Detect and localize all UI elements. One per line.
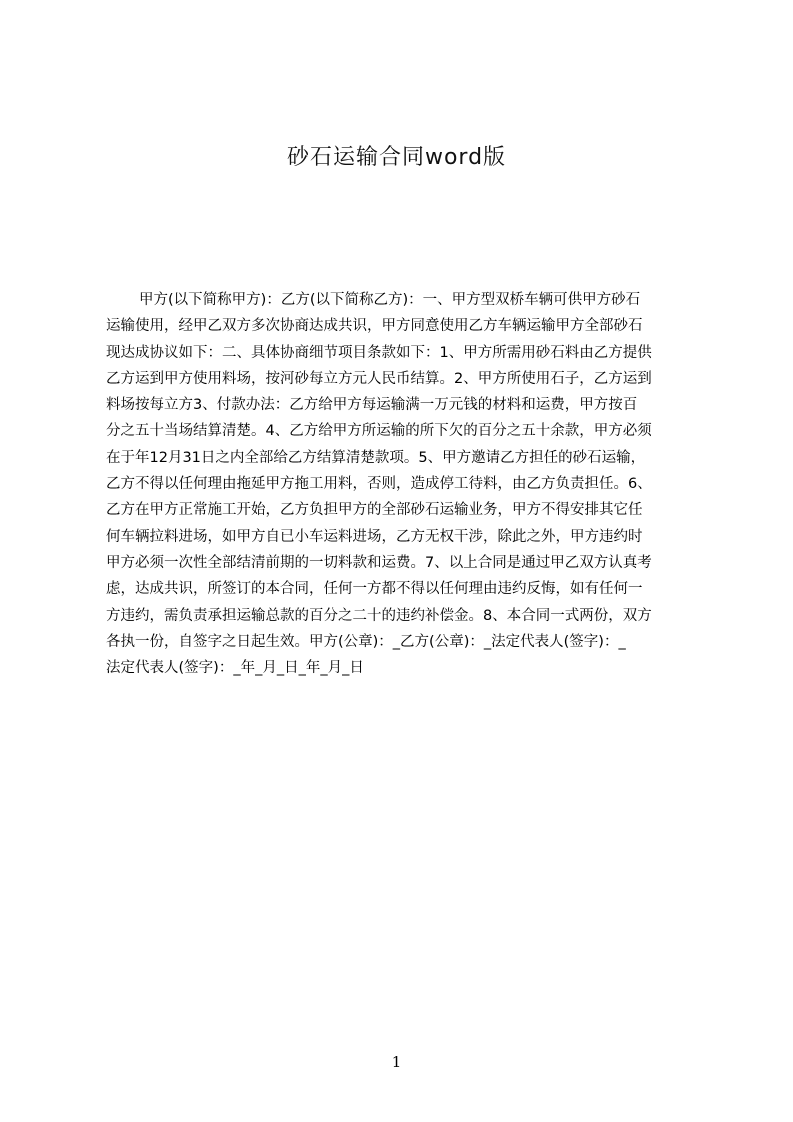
body-line: 现达成协议如下：二、具体协商细节项目条款如下：1、甲方所需用砂石料由乙方提供	[106, 344, 652, 361]
body-line: 虑，达成共识，所签订的本合同，任何一方都不得以任何理由违约反悔，如有任何一	[106, 581, 643, 598]
body-line: 方违约，需负责承担运输总款的百分之二十的违约补偿金。8、本合同一式两份，双方	[106, 607, 652, 624]
body-line: 料场按每立方3、付款办法：乙方给甲方每运输满一万元钱的材料和运费，甲方按百	[106, 397, 638, 414]
body-line: 乙方在甲方正常施工开始，乙方负担甲方的全部砂石运输业务，甲方不得安排其它任	[106, 502, 643, 519]
body-line: 甲方必须一次性全部结清前期的一切料款和运费。7、以上合同是通过甲乙双方认真考	[106, 554, 652, 571]
body-line: 各执一份，自签字之日起生效。甲方(公章)：_乙方(公章)：_法定代表人(签字)：_	[106, 633, 626, 650]
document-title: 砂石运输合同word版	[286, 145, 507, 170]
body-line: 运输使用，经甲乙双方多次协商达成共识，甲方同意使用乙方车辆运输甲方全部砂石	[106, 318, 643, 335]
page-number: 1	[391, 1053, 402, 1071]
body-line: 分之五十当场结算清楚。4、乙方给甲方所运输的所下欠的百分之五十余款，甲方必须	[106, 423, 652, 440]
contract-body	[106, 287, 698, 681]
body-line: 在于年12月31日之内全部给乙方结算清楚款项。5、甲方邀请乙方担任的砂石运输，	[106, 449, 646, 466]
body-line: 甲方(以下简称甲方)：乙方(以下简称乙方)：一、甲方型双桥车辆可供甲方砂石	[139, 292, 641, 308]
body-line: 何车辆拉料进场，如甲方自已小车运料进场，乙方无权干涉，除此之外，甲方违约时	[106, 528, 643, 545]
body-line: 法定代表人(签字)：_年_月_日_年_月_日	[106, 660, 364, 677]
body-line: 乙方运到甲方使用料场，按河砂每立方元人民币结算。2、甲方所使用石子，乙方运到	[106, 370, 652, 387]
body-line: 乙方不得以任何理由拖延甲方拖工用料，否则，造成停工待料，由乙方负责担任。6、	[106, 476, 652, 493]
